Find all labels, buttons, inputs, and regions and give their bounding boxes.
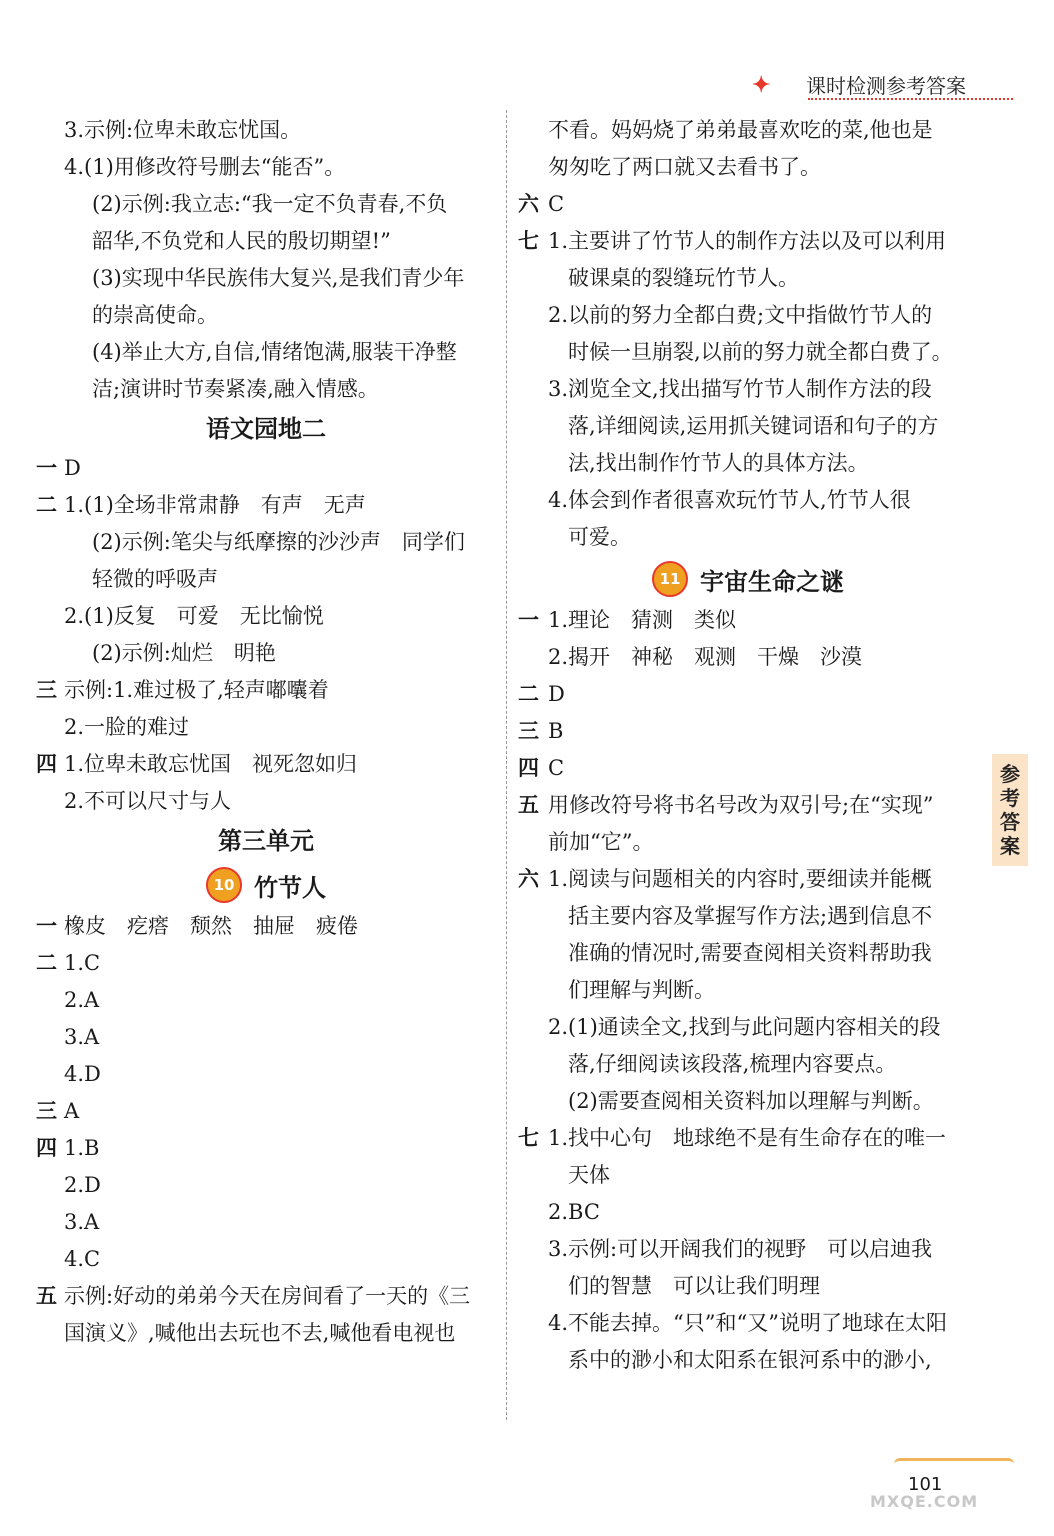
- answer-line: [36, 908, 496, 945]
- answer-line: [518, 972, 978, 1009]
- answer-text: (4)举止大方,自信,情绪饱满,服装干净整: [92, 340, 457, 364]
- answer-line: [518, 445, 978, 482]
- answer-text: 4.C: [64, 1247, 101, 1271]
- question-number: 五: [36, 1284, 57, 1308]
- answer-text: 3.A: [64, 1025, 100, 1049]
- answer-text: 天体: [568, 1163, 610, 1187]
- answer-line: [36, 223, 496, 260]
- answer-text: 2.A: [64, 988, 100, 1012]
- answer-line: [36, 1315, 496, 1352]
- answer-text: 用修改符号将书名号改为双引号;在“实现”: [548, 793, 934, 817]
- answer-line: [36, 672, 496, 709]
- answer-line: [36, 1130, 496, 1167]
- watermark: MXQE.COM: [870, 1492, 979, 1511]
- answer-text: C: [548, 192, 565, 216]
- answer-text: B: [548, 719, 564, 743]
- answer-text: 2.(1)通读全文,找到与此问题内容相关的段: [548, 1015, 941, 1039]
- answer-text: 1.位卑未敢忘忧国 视死忽如归: [64, 752, 358, 776]
- question-number: 三: [36, 678, 57, 702]
- question-number: 四: [36, 1136, 57, 1160]
- page-number: 101: [908, 1474, 943, 1495]
- question-number: 一: [36, 914, 57, 938]
- answer-line: [36, 487, 496, 524]
- answer-line: [518, 371, 978, 408]
- answer-line: [36, 524, 496, 561]
- answer-text: (2)示例:我立志:“我一定不负青春,不负: [92, 192, 448, 216]
- question-number: 七: [518, 229, 539, 253]
- answer-line: [518, 1120, 978, 1157]
- answer-line: [518, 787, 978, 824]
- answer-line: [36, 1056, 496, 1093]
- answer-text: 2.(1)反复 可爱 无比愉悦: [64, 604, 324, 628]
- answer-text: (2)需要查阅相关资料加以理解与判断。: [568, 1089, 934, 1113]
- answer-text: 的崇高使命。: [92, 303, 218, 327]
- answer-text: 们理解与判断。: [568, 978, 715, 1002]
- answer-text: 3.浏览全文,找出描写竹节人制作方法的段: [548, 377, 932, 401]
- answer-line: [518, 260, 978, 297]
- answer-text: 1.B: [64, 1136, 100, 1160]
- page-header: [744, 64, 984, 104]
- answer-text: 3.示例:位卑未敢忘忧国。: [64, 118, 302, 142]
- answer-line: [518, 1231, 978, 1268]
- answer-text: 落,仔细阅读该段落,梳理内容要点。: [568, 1052, 897, 1076]
- answer-line: [518, 861, 978, 898]
- answer-text: D: [548, 682, 565, 706]
- answer-line: [36, 709, 496, 746]
- answer-line: [36, 561, 496, 598]
- answer-line: [36, 945, 496, 982]
- answer-line: [36, 186, 496, 223]
- section-heading: 第三单元: [218, 827, 314, 855]
- answer-line: [518, 750, 978, 787]
- answer-line: [36, 783, 496, 820]
- question-number: 四: [518, 756, 539, 780]
- question-number: 五: [518, 793, 539, 817]
- answer-text: 时候一旦崩裂,以前的努力就全都白费了。: [568, 340, 953, 364]
- question-number: 一: [518, 608, 539, 632]
- answer-text: 2.揭开 神秘 观测 干燥 沙漠: [548, 645, 863, 669]
- answer-line: [518, 519, 978, 556]
- answer-line: [518, 935, 978, 972]
- answer-line: [518, 898, 978, 935]
- answer-text: (3)实现中华民族伟大复兴,是我们青少年: [92, 266, 465, 290]
- left-column: [36, 112, 496, 1352]
- answer-line: [518, 149, 978, 186]
- answer-text: 不看。妈妈烧了弟弟最喜欢吃的菜,他也是: [548, 118, 933, 142]
- question-number: 一: [36, 456, 57, 480]
- answer-text: 系中的渺小和太阳系在银河系中的渺小,: [568, 1348, 932, 1372]
- answer-text: 前加“它”。: [548, 830, 654, 854]
- answer-text: 韶华,不负党和人民的殷切期望!”: [92, 229, 391, 253]
- lesson-number-badge: 10: [206, 867, 242, 903]
- answer-text: (2)示例:笔尖与纸摩擦的沙沙声 同学们: [92, 530, 465, 554]
- answer-text: 3.A: [64, 1210, 100, 1234]
- star-icon: ✦: [752, 72, 771, 98]
- column-divider: [506, 110, 507, 1420]
- answer-text: C: [548, 756, 565, 780]
- answer-line: [36, 149, 496, 186]
- answer-line: [518, 1268, 978, 1305]
- answer-text: 1.C: [64, 951, 101, 975]
- section-heading: 语文园地二: [206, 415, 326, 443]
- answer-text: 洁;演讲时节奏紧凑,融入情感。: [92, 377, 379, 401]
- answer-line: [36, 1093, 496, 1130]
- answer-text: 示例:好动的弟弟今天在房间看了一天的《三: [64, 1284, 471, 1308]
- answer-line: [36, 297, 496, 334]
- answer-line: [36, 746, 496, 783]
- lesson-title: [518, 556, 978, 602]
- answer-text: 1.主要讲了竹节人的制作方法以及可以利用: [548, 229, 947, 253]
- answer-text: 3.示例:可以开阔我们的视野 可以启迪我: [548, 1237, 933, 1261]
- answer-text: 2.BC: [548, 1200, 600, 1224]
- side-tab: [992, 754, 1028, 866]
- side-tab-char: 案: [1000, 834, 1020, 858]
- answer-line: [36, 1167, 496, 1204]
- answer-line: [36, 1278, 496, 1315]
- answer-line: [518, 334, 978, 371]
- question-number: 六: [518, 867, 539, 891]
- answer-text: 法,找出制作竹节人的具体方法。: [568, 451, 869, 475]
- lesson-number-badge: 11: [652, 561, 688, 597]
- lesson-title-text: 竹节人: [254, 873, 326, 902]
- header-dotted-rule: [808, 98, 1013, 100]
- header-title: 课时检测参考答案: [806, 74, 966, 98]
- answer-line: [36, 371, 496, 408]
- question-number: 七: [518, 1126, 539, 1150]
- answer-line: [518, 676, 978, 713]
- answer-text: 1.找中心句 地球绝不是有生命存在的唯一: [548, 1126, 947, 1150]
- answer-line: [36, 982, 496, 1019]
- answer-line: [518, 713, 978, 750]
- answer-line: [518, 1009, 978, 1046]
- answer-line: [518, 1342, 978, 1379]
- question-number: 二: [518, 682, 539, 706]
- side-tab-char: 参: [1000, 762, 1020, 786]
- answer-text: (2)示例:灿烂 明艳: [92, 641, 276, 665]
- answer-line: [518, 602, 978, 639]
- answer-text: 落,详细阅读,运用抓关键词语和句子的方: [568, 414, 939, 438]
- answer-text: 们的智慧 可以让我们明理: [568, 1274, 820, 1298]
- answer-text: 2.不可以尺寸与人: [64, 789, 232, 813]
- answer-text: 橡皮 疙瘩 颓然 抽屉 疲倦: [64, 914, 358, 938]
- answer-line: [518, 408, 978, 445]
- question-number: 三: [518, 719, 539, 743]
- answer-line: [36, 1241, 496, 1278]
- answer-text: 4.(1)用修改符号删去“能否”。: [64, 155, 346, 179]
- lesson-title-text: 宇宙生命之谜: [700, 567, 844, 596]
- answer-line: [518, 1157, 978, 1194]
- question-number: 三: [36, 1099, 57, 1123]
- answer-line: [518, 1194, 978, 1231]
- right-column: [518, 112, 978, 1379]
- answer-line: [518, 1083, 978, 1120]
- question-number: 六: [518, 192, 539, 216]
- side-tab-char: 考: [1000, 786, 1020, 810]
- answer-text: 轻微的呼吸声: [92, 567, 218, 591]
- answer-line: [518, 639, 978, 676]
- answer-text: 准确的情况时,需要查阅相关资料帮助我: [568, 941, 932, 965]
- answer-line: [36, 112, 496, 149]
- answer-text: 国演义》,喊他出去玩也不去,喊他看电视也: [64, 1321, 456, 1345]
- answer-text: 1.(1)全场非常肃静 有声 无声: [64, 493, 366, 517]
- question-number: 四: [36, 752, 57, 776]
- answer-text: 可爱。: [568, 525, 631, 549]
- answer-line: [518, 112, 978, 149]
- answer-line: [518, 297, 978, 334]
- answer-line: [36, 1019, 496, 1056]
- answer-text: 1.阅读与问题相关的内容时,要细读并能概: [548, 867, 932, 891]
- answer-text: D: [64, 456, 81, 480]
- answer-text: 4.D: [64, 1062, 101, 1086]
- answer-text: 括主要内容及掌握写作方法;遇到信息不: [568, 904, 933, 928]
- answer-text: A: [64, 1099, 80, 1123]
- answer-text: 破课桌的裂缝玩竹节人。: [568, 266, 799, 290]
- answer-line: [518, 482, 978, 519]
- answer-line: [36, 450, 496, 487]
- answer-line: [518, 1046, 978, 1083]
- question-number: 二: [36, 951, 57, 975]
- answer-text: 2.D: [64, 1173, 101, 1197]
- answer-line: [36, 598, 496, 635]
- answer-text: 1.理论 猜测 类似: [548, 608, 737, 632]
- answer-line: [518, 223, 978, 260]
- question-number: 二: [36, 493, 57, 517]
- answer-line: [36, 260, 496, 297]
- answer-text: 示例:1.难过极了,轻声嘟囔着: [64, 678, 329, 702]
- answer-line: [36, 635, 496, 672]
- answer-text: 2.以前的努力全都白费;文中指做竹节人的: [548, 303, 933, 327]
- answer-text: 2.一脸的难过: [64, 715, 190, 739]
- answer-text: 4.不能去掉。“只”和“又”说明了地球在太阳: [548, 1311, 947, 1335]
- side-tab-char: 答: [1000, 810, 1020, 834]
- answer-line: [36, 1204, 496, 1241]
- answer-text: 4.体会到作者很喜欢玩竹节人,竹节人很: [548, 488, 911, 512]
- answer-line: [36, 334, 496, 371]
- answer-line: [518, 824, 978, 861]
- answer-line: [518, 186, 978, 223]
- answer-text: 匆匆吃了两口就又去看书了。: [548, 155, 821, 179]
- answer-line: [518, 1305, 978, 1342]
- lesson-title: [36, 862, 496, 908]
